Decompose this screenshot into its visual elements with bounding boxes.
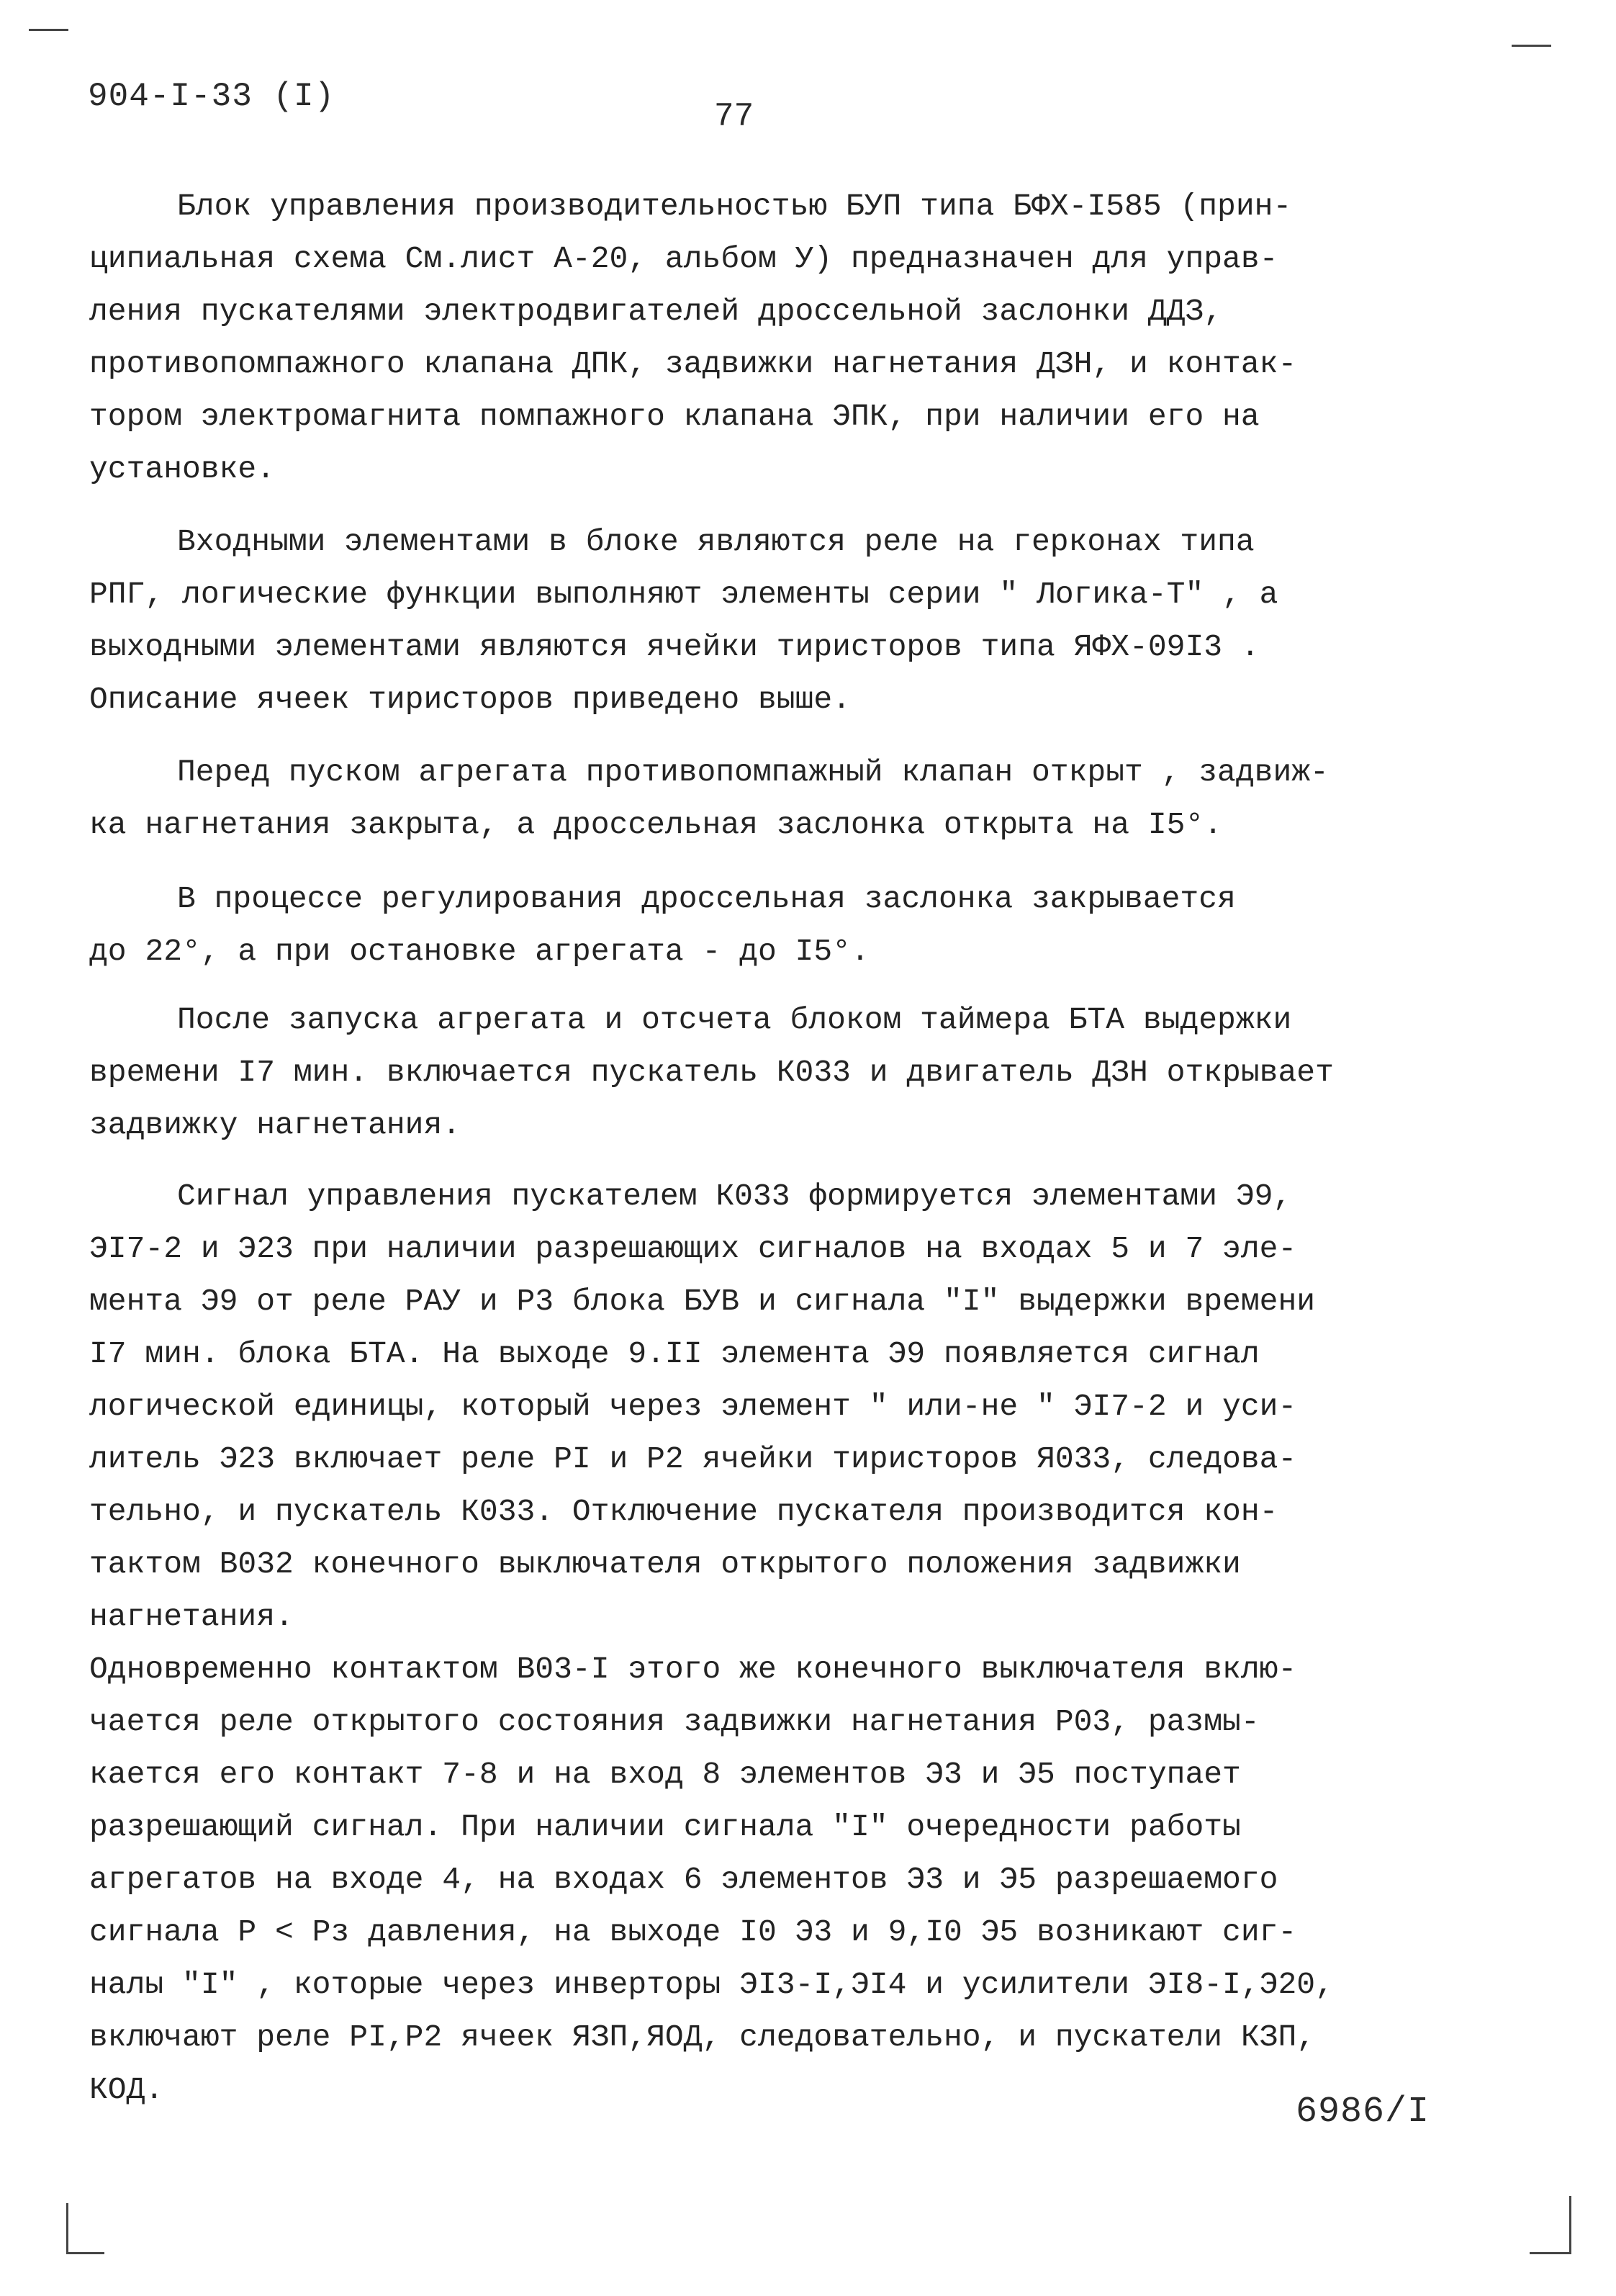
crop-mark-bottom-left xyxy=(66,2203,104,2254)
text-line: После запуска агрегата и отсчета блоком таймера БТА выдержки xyxy=(177,1002,1292,1037)
text-line: ления пускателями электродвигателей дроссельной заслонки ДДЗ, xyxy=(89,294,1223,329)
text-line: тором электромагнита помпажного клапана ЭПК, при наличии его на xyxy=(89,399,1260,434)
text-line: нагнетания. xyxy=(89,1599,294,1634)
text-line: выходными элементами являются ячейки тиристоров типа ЯФХ-09I3 . xyxy=(89,629,1260,665)
sheet-id: 6986/I xyxy=(1296,2092,1430,2133)
paragraph-purpose xyxy=(89,180,1515,495)
text-line: I7 мин. блока БТА. На выходе 9.II элемента Э9 появляется сигнал xyxy=(89,1336,1260,1372)
text-line: логической единицы, который через элемент " или-не " ЭI7-2 и уси- xyxy=(89,1389,1297,1424)
crop-mark-top-left xyxy=(29,29,68,41)
text-line: налы "I" , которые через инверторы ЭI3-I,ЭI4 и усилители ЭI8-I,Э20, xyxy=(89,1967,1334,2002)
paragraph-regulation xyxy=(89,873,1515,978)
text-line: литель Э23 включает реле РI и Р2 ячейки тиристоров Я033, следова- xyxy=(89,1441,1297,1477)
text-line: Входными элементами в блоке являются реле на герконах типа xyxy=(177,524,1255,559)
document-code: 904-I-33 (I) xyxy=(88,78,335,115)
crop-mark-bottom-right xyxy=(1530,2196,1571,2254)
text-line: Перед пуском агрегата противопомпажный клапан открыт , задвиж- xyxy=(177,755,1329,790)
text-line: Одновременно контактом В03-I этого же конечного выключателя вклю- xyxy=(89,1652,1297,1687)
text-line: КОД. xyxy=(89,2072,164,2107)
text-line: тельно, и пускатель К033. Отключение пускателя производится кон- xyxy=(89,1494,1278,1529)
text-line: агрегатов на входе 4, на входах 6 элементов Э3 и Э5 разрешаемого xyxy=(89,1862,1278,1897)
text-line: тактом В032 конечного выключателя открытого положения задвижки xyxy=(89,1547,1241,1582)
paragraph-before-start xyxy=(89,746,1515,851)
text-line: мента Э9 от реле РАУ и Р3 блока БУВ и сигнала "I" выдержки времени xyxy=(89,1284,1316,1319)
paragraph-control-signal xyxy=(89,1170,1515,2116)
text-line: В процессе регулирования дроссельная заслонка закрывается xyxy=(177,881,1236,917)
text-line: РПГ, логические функции выполняют элементы серии " Логика-Т" , а xyxy=(89,577,1278,612)
text-line: разрешающий сигнал. При наличии сигнала "I" очередности работы xyxy=(89,1809,1241,1845)
text-line: установке. xyxy=(89,451,276,487)
text-line: сигнала Р < Рз давления, на выходе I0 Э3 и 9,I0 Э5 возникают сиг- xyxy=(89,1914,1297,1950)
text-line: ципиальная схема См.лист А-20, альбом У) предназначен для управ- xyxy=(89,241,1278,276)
text-line: ка нагнетания закрыта, а дроссельная заслонка открыта на I5°. xyxy=(89,807,1223,842)
text-line: ЭI7-2 и Э23 при наличии разрешающих сигналов на входах 5 и 7 эле- xyxy=(89,1231,1297,1266)
text-line: времени I7 мин. включается пускатель К033 и двигатель ДЗН открывает xyxy=(89,1055,1334,1090)
text-line: Блок управления производительностью БУП типа БФХ-I585 (прин- xyxy=(177,189,1292,224)
text-line: включают реле РI,Р2 ячеек ЯЗП,ЯОД, следовательно, и пускатели КЗП, xyxy=(89,2020,1316,2055)
paragraph-inputs xyxy=(89,516,1515,726)
text-line: чается реле открытого состояния задвижки нагнетания Р03, размы- xyxy=(89,1704,1260,1739)
text-line: противопомпажного клапана ДПК, задвижки нагнетания ДЗН, и контак- xyxy=(89,346,1297,382)
paragraph-after-start xyxy=(89,994,1515,1151)
text-line: Описание ячеек тиристоров приведено выше. xyxy=(89,682,851,717)
text-line: кается его контакт 7-8 и на вход 8 элементов Э3 и Э5 поступает xyxy=(89,1757,1241,1792)
text-line: до 22°, а при остановке агрегата - до I5°. xyxy=(89,934,870,969)
text-line: Сигнал управления пускателем К033 формируется элементами Э9, xyxy=(177,1179,1292,1214)
page-number: 77 xyxy=(714,98,754,135)
text-line: задвижку нагнетания. xyxy=(89,1107,461,1143)
crop-mark-top-right xyxy=(1512,45,1551,54)
